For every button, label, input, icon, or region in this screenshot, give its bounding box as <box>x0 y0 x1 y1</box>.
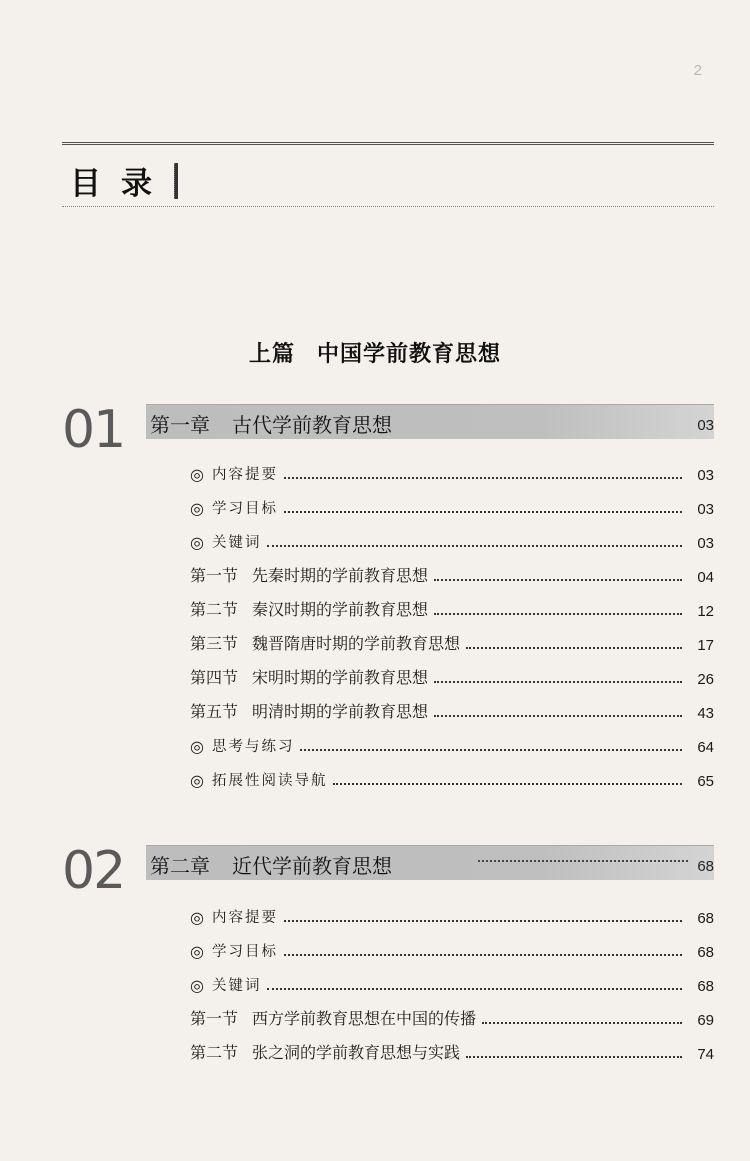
bullet-icon: ◎ <box>190 771 204 790</box>
part-title <box>0 337 750 368</box>
toc-title: 目录 <box>70 166 172 202</box>
chapter-number: 01 <box>62 400 125 460</box>
dot-leader <box>434 681 682 683</box>
entry-page: 68 <box>697 978 714 995</box>
entry-page: 43 <box>697 705 714 722</box>
chapter-page: 03 <box>697 417 714 434</box>
entry-page: 68 <box>697 944 714 961</box>
toc-entry[interactable] <box>190 1039 714 1063</box>
dot-leader <box>267 988 682 990</box>
bullet-icon: ◎ <box>190 908 204 927</box>
entry-title: 拓展性阅读导航 <box>211 773 328 789</box>
dot-leader <box>466 1056 682 1058</box>
toc-entry[interactable] <box>190 732 714 756</box>
chapter-ordinal: 第一章 <box>150 413 210 437</box>
bullet-icon: ◎ <box>190 499 204 518</box>
section-label: 第二节 <box>190 600 239 619</box>
toc-entry[interactable] <box>190 528 714 552</box>
chapter-number: 02 <box>62 841 125 901</box>
entry-page: 17 <box>697 637 714 654</box>
dot-leader <box>300 749 682 751</box>
entry-page: 03 <box>697 467 714 484</box>
entry-page: 03 <box>697 535 714 552</box>
toc-entry[interactable] <box>190 630 714 654</box>
toc-entry[interactable] <box>190 664 714 688</box>
section-label: 第二节 <box>190 1043 239 1062</box>
dot-leader <box>333 783 682 785</box>
toc-heading <box>70 158 178 203</box>
toc-entry[interactable] <box>190 971 714 995</box>
entry-page: 03 <box>697 501 714 518</box>
entry-page: 74 <box>697 1046 714 1063</box>
chapter-title: 古代学前教育思想 <box>232 413 392 437</box>
dot-leader <box>284 920 682 922</box>
title-divider <box>174 163 178 199</box>
dot-leader <box>267 545 682 547</box>
entry-page: 26 <box>697 671 714 688</box>
section-label: 第五节 <box>190 702 239 721</box>
dot-leader <box>482 1022 682 1024</box>
entry-page: 69 <box>697 1012 714 1029</box>
section-label: 第一节 <box>190 566 239 585</box>
chapter-ordinal: 第二章 <box>150 854 210 878</box>
bullet-icon: ◎ <box>190 465 204 484</box>
entry-title: 先秦时期的学前教育思想 <box>252 566 429 585</box>
toc-entry[interactable] <box>190 766 714 790</box>
chapter-page: 68 <box>697 858 714 875</box>
entry-title: 张之洞的学前教育思想与实践 <box>252 1043 461 1062</box>
dot-leader <box>284 511 682 513</box>
toc-entry[interactable] <box>190 903 714 927</box>
bullet-icon: ◎ <box>190 976 204 995</box>
toc-entry[interactable] <box>190 937 714 961</box>
dot-leader <box>434 715 682 717</box>
toc-entry[interactable] <box>190 460 714 484</box>
toc-entry[interactable] <box>190 698 714 722</box>
entry-title: 学习目标 <box>211 501 278 517</box>
dot-leader <box>284 954 682 956</box>
chapter-band <box>146 845 714 880</box>
section-label: 第一节 <box>190 1009 239 1028</box>
entry-title: 关键词 <box>211 978 262 994</box>
section-label: 第三节 <box>190 634 239 653</box>
dot-leader <box>466 647 682 649</box>
entry-title: 思考与练习 <box>211 739 295 755</box>
bullet-icon: ◎ <box>190 533 204 552</box>
bullet-icon: ◎ <box>190 942 204 961</box>
section-label: 第四节 <box>190 668 239 687</box>
top-rule <box>62 142 714 145</box>
entry-page: 12 <box>697 603 714 620</box>
entry-page: 68 <box>697 910 714 927</box>
entry-page: 04 <box>697 569 714 586</box>
toc-entry[interactable] <box>190 562 714 586</box>
chapter-band <box>146 404 714 439</box>
bottom-rule <box>62 206 714 207</box>
toc-entry[interactable] <box>190 494 714 518</box>
entry-page: 64 <box>697 739 714 756</box>
entry-title: 魏晋隋唐时期的学前教育思想 <box>252 634 461 653</box>
bullet-icon: ◎ <box>190 737 204 756</box>
part-label: 上篇 <box>248 342 295 367</box>
entry-title: 关键词 <box>211 535 262 551</box>
entry-title: 内容提要 <box>211 467 278 483</box>
dot-leader <box>434 613 682 615</box>
entry-page: 65 <box>697 773 714 790</box>
part-name: 中国学前教育思想 <box>317 342 502 367</box>
dot-leader <box>284 477 682 479</box>
entry-title: 明清时期的学前教育思想 <box>252 702 429 721</box>
entry-title: 宋明时期的学前教育思想 <box>252 668 429 687</box>
chapter-dot-leader <box>478 860 688 862</box>
chapter-title: 近代学前教育思想 <box>232 854 392 878</box>
chapter-label <box>150 850 392 879</box>
dot-leader <box>434 579 682 581</box>
entry-title: 学习目标 <box>211 944 278 960</box>
entry-title: 秦汉时期的学前教育思想 <box>252 600 429 619</box>
toc-entry[interactable] <box>190 596 714 620</box>
page-number: 2 <box>693 62 702 79</box>
entry-title: 西方学前教育思想在中国的传播 <box>252 1009 477 1028</box>
entry-title: 内容提要 <box>211 910 278 926</box>
toc-entry[interactable] <box>190 1005 714 1029</box>
chapter-label <box>150 409 392 438</box>
